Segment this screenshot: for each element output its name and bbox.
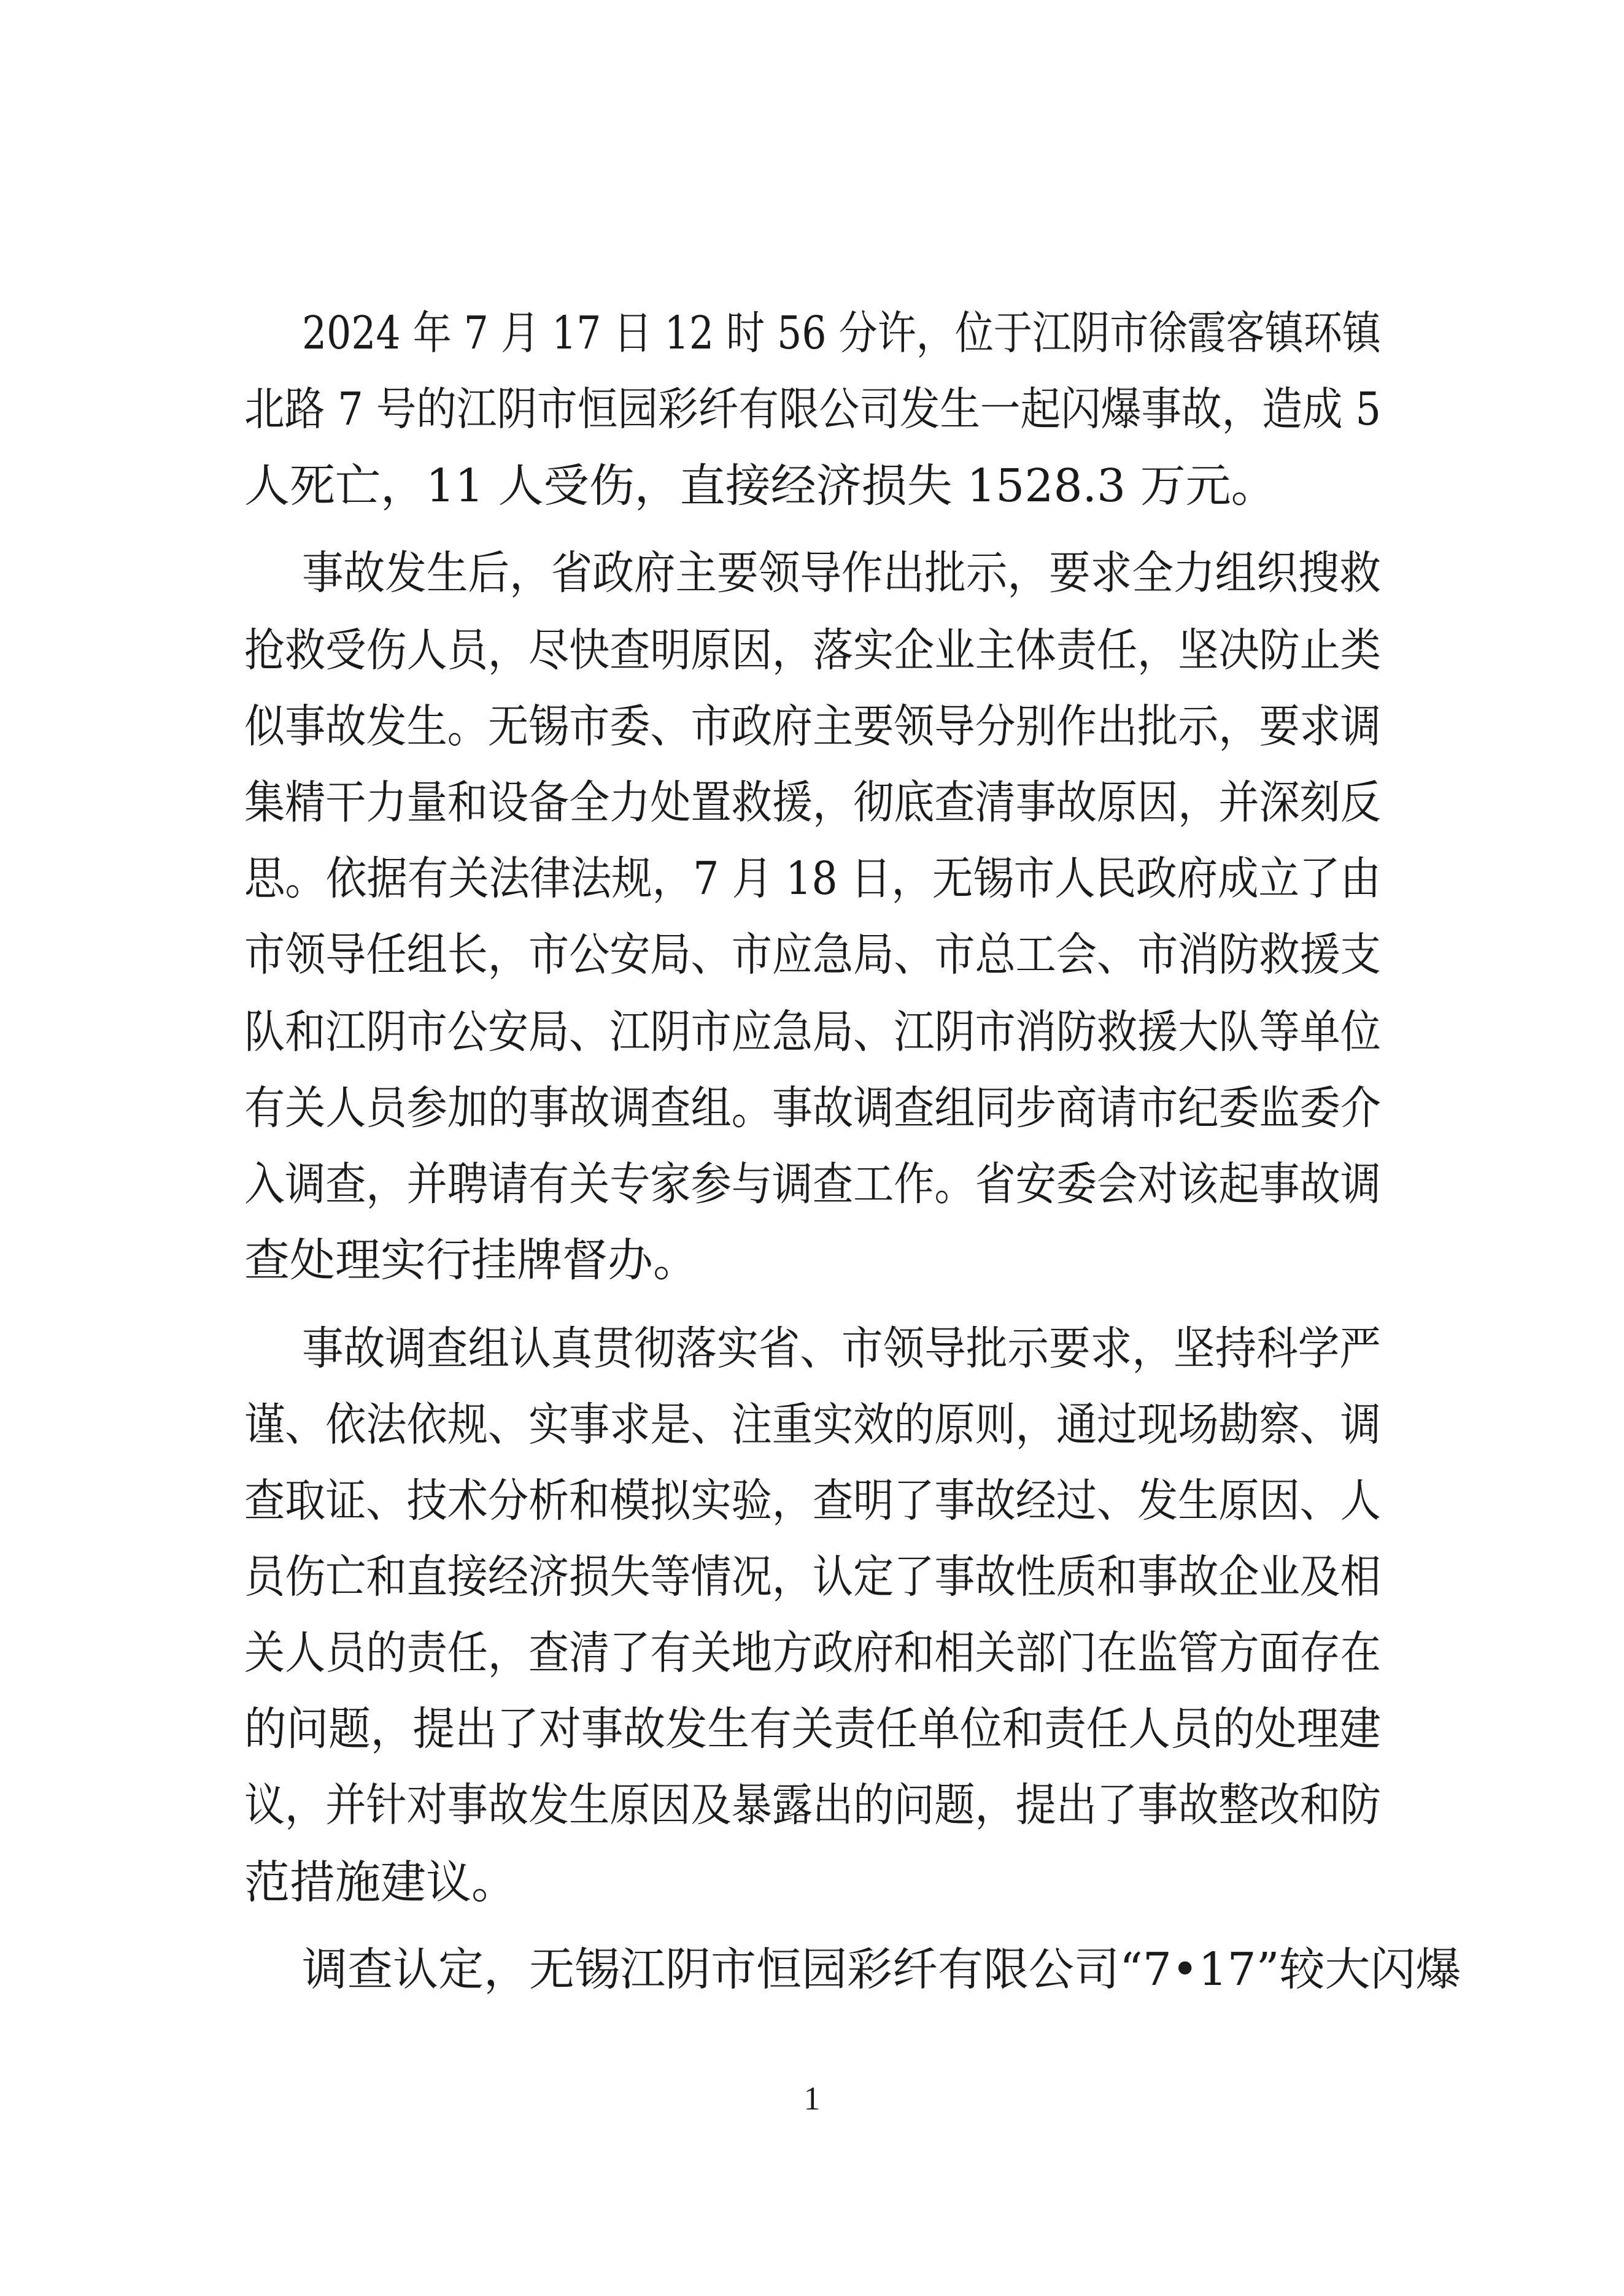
paragraph-3-line-7: 议，并针对事故发生原因及暴露出的问题，提出了事故整改和防 [244, 1779, 1381, 1832]
paragraph-2-line-10: 查处理实行挂牌督办。 [244, 1234, 698, 1287]
paragraph-2-line-5: 思。依据有关法律法规，7 月 18 日，无锡市人民政府成立了由 [244, 852, 1381, 905]
paragraph-2-line-8: 有关人员参加的事故调查组。事故调查组同步商请市纪委监委介 [244, 1082, 1381, 1135]
text-line [0, 1147, 1624, 1221]
text-line [0, 1388, 1624, 1462]
text-line [0, 1933, 1624, 2006]
paragraph-2-line-3: 似事故发生。无锡市委、市政府主要领导分别作出批示，要求调 [244, 700, 1381, 753]
text-line [0, 995, 1624, 1069]
text-line [0, 1312, 1624, 1385]
paragraph-2-line-7: 队和江阴市公安局、江阴市应急局、江阴市消防救援大队等单位 [244, 1006, 1381, 1058]
paragraph-3-line-6: 的问题，提出了对事故发生有关责任单位和责任人员的处理建 [244, 1703, 1381, 1755]
paragraph-1-line-3: 人死亡，11 人受伤，直接经济损失 1528.3 万元。 [244, 460, 1277, 512]
text-line [0, 1223, 1624, 1297]
text-line [0, 842, 1624, 915]
text-line [0, 918, 1624, 992]
paragraph-2-line-4: 集精干力量和设备全力处置救援，彻底查清事故原因，并深刻反 [244, 776, 1381, 829]
paragraph-3-line-5: 关人员的责任，查清了有关地方政府和相关部门在监管方面存在 [244, 1627, 1381, 1679]
paragraph-3-line-4: 员伤亡和直接经济损失等情况，认定了事故性质和事故企业及相 [244, 1551, 1381, 1603]
page-number: 1 [803, 2080, 821, 2117]
text-line [0, 449, 1624, 523]
paragraph-2-line-2: 抢救受伤人员，尽快查明原因，落实企业主体责任，坚决防止类 [244, 624, 1381, 677]
text-line [0, 690, 1624, 763]
text-line [0, 1464, 1624, 1538]
text-line [0, 614, 1624, 687]
paragraph-2-line-6: 市领导任组长，市公安局、市应急局、市总工会、市消防救援支 [244, 928, 1381, 981]
paragraph-3-line-3: 查取证、技术分析和模拟实验，查明了事故经过、发生原因、人 [244, 1474, 1381, 1527]
text-line [0, 372, 1624, 446]
paragraph-2-line-1: 事故发生后，省政府主要领导作出批示，要求全力组织搜救 [302, 547, 1381, 599]
paragraph-3-line-1: 事故调查组认真贯彻落实省、市领导批示要求，坚持科学严 [302, 1322, 1381, 1375]
text-line [0, 1768, 1624, 1842]
text-line [0, 1846, 1624, 1919]
text-line [0, 1071, 1624, 1145]
text-line [0, 1540, 1624, 1614]
paragraph-3-line-8: 范措施建议。 [244, 1856, 517, 1909]
text-line [0, 536, 1624, 610]
paragraph-1-line-2: 北路 7 号的江阴市恒园彩纤有限公司发生一起闪爆事故，造成 5 [244, 383, 1382, 436]
paragraph-4-line-1: 调查认定，无锡江阴市恒园彩纤有限公司“7•17”较大闪爆 [302, 1943, 1461, 1996]
text-line [0, 1692, 1624, 1766]
paragraph-2-line-9: 入调查，并聘请有关专家参与调查工作。省安委会对该起事故调 [244, 1158, 1381, 1211]
text-line [0, 1616, 1624, 1690]
text-line [0, 766, 1624, 839]
paragraph-1-line-1: 2024 年 7 月 17 日 12 时 56 分许，位于江阴市徐霞客镇环镇 [302, 307, 1381, 360]
paragraph-3-line-2: 谨、依法依规、实事求是、注重实效的原则，通过现场勘察、调 [244, 1398, 1381, 1451]
text-line [0, 296, 1624, 370]
